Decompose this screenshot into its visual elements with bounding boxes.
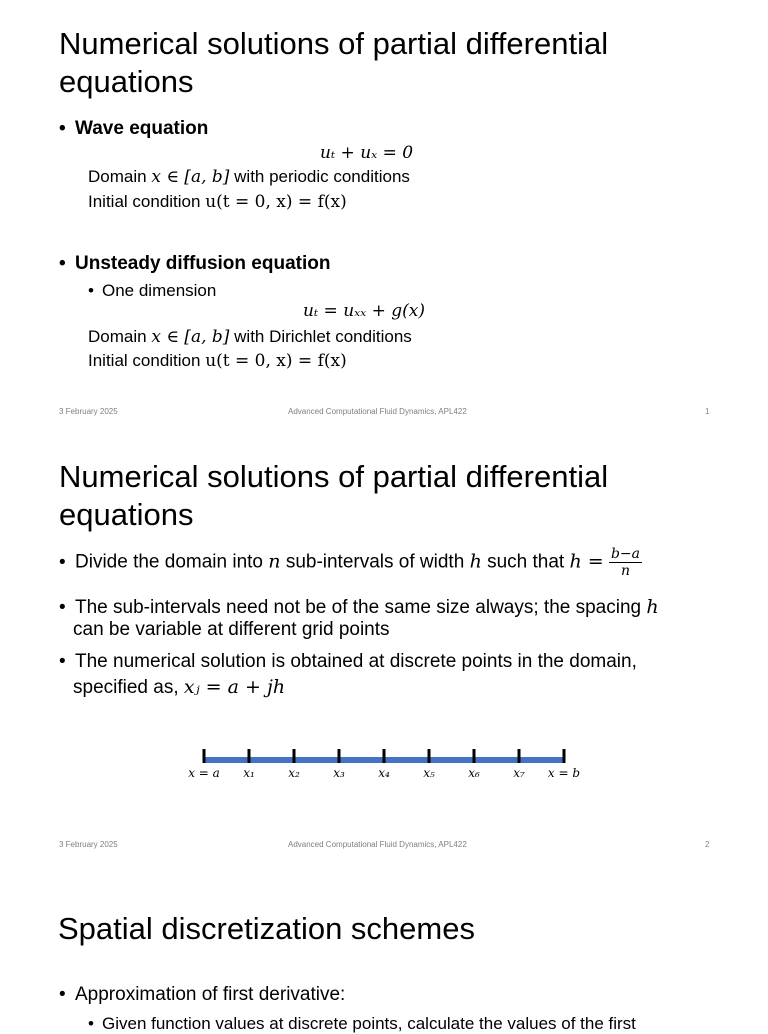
bullet-text: Approximation of first derivative:	[75, 984, 346, 1005]
slide-1-title	[59, 25, 608, 101]
domain-suffix: with Dirichlet conditions	[234, 327, 412, 346]
grid-labels	[180, 766, 600, 786]
slide-2	[0, 432, 768, 864]
equation-wave: uₜ + uₓ = 0	[320, 143, 414, 163]
sub-bullet-text: One dimension	[102, 281, 217, 300]
domain-math: x ∈ [a, b]	[151, 327, 230, 347]
bullet-numerical-solution-line-2	[73, 676, 285, 699]
grid-label: x₇	[513, 766, 525, 780]
fraction-numerator: b−a	[610, 546, 641, 562]
text: Divide the domain into	[75, 551, 263, 573]
bullet-text: Unsteady diffusion equation	[75, 253, 331, 274]
math-h: h	[469, 550, 482, 573]
bullet-divide-domain	[59, 546, 642, 579]
slide-3-title: Spatial discretization schemes	[58, 911, 475, 946]
domain-line-2	[88, 327, 412, 347]
bullet-dot: •	[59, 118, 66, 139]
fraction-denominator: n	[620, 563, 630, 579]
bullet-numerical-solution	[59, 651, 637, 673]
sub-bullet-dot: •	[88, 281, 94, 300]
math-xj: xⱼ = a + jh	[183, 676, 286, 698]
bullet-sub-intervals-line-2: can be variable at different grid points	[73, 619, 390, 640]
footer-date: 3 February 2025	[59, 840, 118, 849]
slide-3	[0, 864, 768, 1033]
grid-label: x = b	[547, 766, 581, 780]
footer-course: Advanced Computational Fluid Dynamics, APL422	[288, 407, 467, 416]
sub-bullet-dot: •	[88, 1014, 94, 1033]
ic-prefix: Initial condition	[88, 351, 201, 370]
domain-suffix: with periodic conditions	[234, 167, 410, 186]
bullet-dot: •	[59, 253, 66, 274]
footer-page-number: 2	[705, 840, 710, 849]
grid-label: x₂	[288, 766, 300, 780]
grid-label: x₅	[423, 766, 435, 780]
math-h-equals: h =	[569, 550, 604, 573]
initial-condition-line-2	[88, 351, 347, 371]
title-line-1: Numerical solutions of partial differential	[59, 26, 609, 61]
domain-math: x ∈ [a, b]	[151, 167, 230, 187]
bullet-dot: •	[59, 551, 66, 573]
grid-label: x = a	[188, 766, 220, 780]
math-n: n	[268, 550, 281, 573]
footer-page-number: 1	[705, 407, 710, 416]
grid-label: x₁	[243, 766, 255, 780]
slide-1	[0, 0, 768, 432]
slide-2-title	[59, 458, 608, 534]
bullet-dot: •	[59, 651, 66, 672]
bullet-diffusion-equation	[59, 253, 330, 275]
text: The sub-intervals need not be of the same size always; the spacing	[75, 597, 642, 618]
sub-bullet-given-function	[88, 1014, 636, 1034]
footer-date: 3 February 2025	[59, 407, 118, 416]
text: specified as,	[73, 677, 179, 698]
bullet-text: Wave equation	[75, 118, 209, 139]
bullet-sub-intervals	[59, 596, 659, 619]
bullet-dot: •	[59, 984, 66, 1005]
sub-bullet-text: Given function values at discrete points, calculate the values of the first	[102, 1014, 636, 1033]
equation-diffusion: uₜ = uₓₓ + g(x)	[303, 301, 425, 321]
domain-prefix: Domain	[88, 167, 147, 186]
title-line-1: Numerical solutions of partial differential	[59, 459, 609, 494]
text: sub-intervals of width	[285, 551, 465, 573]
bullet-dot: •	[59, 597, 66, 618]
footer-course: Advanced Computational Fluid Dynamics, APL422	[288, 840, 467, 849]
ic-math: u(t = 0, x) = f(x)	[205, 351, 347, 371]
sub-bullet-one-dimension	[88, 281, 216, 301]
domain-prefix: Domain	[88, 327, 147, 346]
grid-label: x₄	[378, 766, 390, 780]
ic-math: u(t = 0, x) = f(x)	[205, 192, 347, 212]
text: The numerical solution is obtained at discrete points in the domain,	[75, 651, 637, 672]
grid-label: x₆	[468, 766, 480, 780]
bullet-first-derivative	[59, 984, 345, 1006]
fraction	[609, 546, 642, 579]
domain-line-1	[88, 167, 410, 187]
title-line-2: equations	[59, 64, 194, 99]
grid-label: x₃	[333, 766, 345, 780]
bullet-wave-equation	[59, 118, 208, 140]
ic-prefix: Initial condition	[88, 192, 201, 211]
math-h: h	[646, 596, 659, 618]
initial-condition-line-1	[88, 192, 347, 212]
title-line-2: equations	[59, 497, 194, 532]
text: such that	[487, 551, 565, 573]
